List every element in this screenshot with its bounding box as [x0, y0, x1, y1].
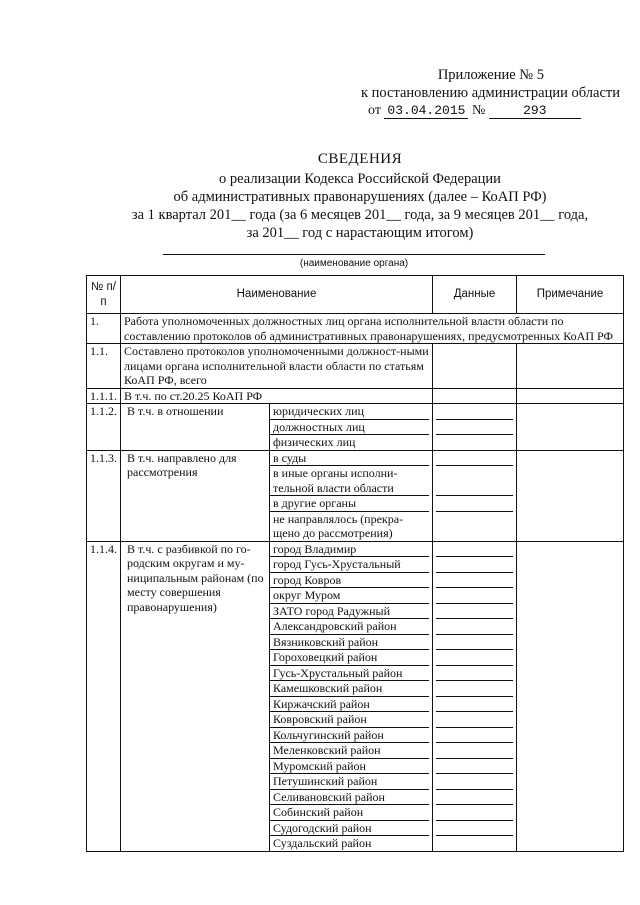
data-cell[interactable]: [433, 404, 517, 451]
table-row: [87, 344, 624, 389]
data-cell[interactable]: [433, 344, 517, 389]
note-cell[interactable]: [517, 541, 624, 851]
row-num: 1.1.2.: [87, 404, 121, 451]
data-sub-cell[interactable]: [436, 512, 513, 541]
sub-item: Камешковский район: [270, 681, 429, 697]
number-label: №: [471, 103, 486, 118]
sub-item: Суздальский район: [273, 836, 372, 850]
data-sub-cell[interactable]: [436, 619, 513, 635]
data-sub-cell[interactable]: [436, 743, 513, 759]
sub-item: Александровский район: [270, 619, 429, 635]
row-name-split: [121, 404, 433, 451]
sub-item: юридических лиц: [270, 404, 429, 420]
data-sub-cell[interactable]: [436, 451, 513, 467]
title-line-5: за 201__ год с нарастающим итогом): [246, 225, 474, 241]
sub-item: Меленковский район: [270, 743, 429, 759]
sub-item: Киржачский район: [270, 697, 429, 713]
row-name: В т.ч. по ст.20.25 КоАП РФ: [121, 388, 433, 404]
row-num: 1.: [87, 314, 121, 344]
data-sub-cell[interactable]: [436, 604, 513, 620]
data-sub-cell[interactable]: [436, 420, 513, 436]
sub-item: Вязниковский район: [270, 635, 429, 651]
sub-item: в иные органы исполни-тельной власти области: [270, 466, 429, 496]
appendix-label: Приложение № 5: [437, 67, 544, 83]
row-num: 1.1.4.: [87, 541, 121, 851]
sub-item: город Владимир: [270, 542, 429, 558]
data-cell[interactable]: [433, 388, 517, 404]
ot-label: от: [368, 103, 381, 118]
sub-item: в другие органы: [270, 496, 429, 512]
resolution-number: 293: [489, 104, 581, 119]
data-sub-cell[interactable]: [436, 681, 513, 697]
sub-item: в суды: [270, 451, 429, 467]
title-line-2: о реализации Кодекса Российской Федерации: [219, 171, 501, 187]
row-num: 1.1.3.: [87, 450, 121, 541]
row-name: Работа уполномоченных должностных лиц органа исполнительной власти области по составлению протоколов об административных правонарушениях, предусмотренных КоАП РФ: [121, 314, 624, 344]
row-name-split: [121, 450, 433, 541]
data-sub-cell[interactable]: [436, 573, 513, 589]
title-line-3: об административных правонарушениях (далее – КоАП РФ): [173, 189, 547, 205]
org-name-caption: (наименование органа): [299, 258, 409, 269]
table-header-row: [87, 276, 624, 314]
org-name-line: [163, 254, 545, 255]
data-sub-cell[interactable]: [436, 821, 513, 837]
row-name: В т.ч. с разбивкой по го-родским округам и му-ниципальным районам (по месту совершения правонарушения): [124, 542, 270, 851]
sub-item: Собинский район: [270, 805, 429, 821]
note-cell[interactable]: [517, 450, 624, 541]
title-line-4: за 1 квартал 201__ года (за 6 месяцев 201__ года, за 9 месяцев 201__ года,: [131, 207, 589, 223]
data-sub-cell[interactable]: [436, 588, 513, 604]
data-sub-cell[interactable]: [436, 728, 513, 744]
sub-item: Петушинский район: [270, 774, 429, 790]
sub-item: физических лиц: [273, 435, 356, 449]
data-sub-cell[interactable]: [436, 557, 513, 573]
data-sub-cell[interactable]: [436, 790, 513, 806]
resolution-reference: к постановлению администрации области: [360, 85, 620, 101]
note-cell[interactable]: [517, 404, 624, 451]
sub-item: Селивановский район: [270, 790, 429, 806]
data-sub-cell[interactable]: [436, 496, 513, 512]
sub-item: Кольчугинский район: [270, 728, 429, 744]
data-sub-cell[interactable]: [436, 805, 513, 821]
data-sub-cell[interactable]: [436, 774, 513, 790]
row-num: 1.1.: [87, 344, 121, 389]
data-sub-cell[interactable]: [436, 635, 513, 651]
sub-item: не направлялось (прекра-щено до рассмотрения): [273, 511, 404, 540]
sub-item: Гусь-Хрустальный район: [270, 666, 429, 682]
sub-item: ЗАТО город Радужный: [270, 604, 429, 620]
sub-item: город Ковров: [270, 573, 429, 589]
sub-item: должностных лиц: [270, 420, 429, 436]
row-name-split: [121, 541, 433, 851]
sub-item: город Гусь-Хрустальный: [270, 557, 429, 573]
header-note: Примечание: [517, 276, 624, 314]
table-row: [87, 450, 624, 541]
note-cell[interactable]: [517, 388, 624, 404]
header-data: Данные: [433, 276, 517, 314]
report-table: [86, 275, 624, 852]
sub-item: Гороховецкий район: [270, 650, 429, 666]
sub-item: Муромский район: [270, 759, 429, 775]
data-sub-cell[interactable]: [436, 404, 513, 420]
resolution-date: 03.04.2015: [384, 104, 468, 119]
row-num: 1.1.1.: [87, 388, 121, 404]
data-sub-cell[interactable]: [436, 542, 513, 558]
document-title: [80, 150, 640, 242]
sub-item: Ковровский район: [270, 712, 429, 728]
title-heading: СВЕДЕНИЯ: [317, 151, 403, 167]
data-cell[interactable]: [433, 541, 517, 851]
row-name: Составлено протоколов уполномоченными должност-ными лицами органа исполнительной власти области по статьям КоАП РФ, всего: [121, 344, 433, 389]
note-cell[interactable]: [517, 344, 624, 389]
row-name: В т.ч. направлено для рассмотрения: [124, 451, 270, 541]
table-row: [87, 404, 624, 451]
table-row: [87, 314, 624, 344]
data-sub-cell[interactable]: [436, 836, 513, 851]
data-sub-cell[interactable]: [436, 697, 513, 713]
sub-item: Судогодский район: [270, 821, 429, 837]
data-sub-cell[interactable]: [436, 435, 513, 450]
data-sub-cell[interactable]: [436, 666, 513, 682]
data-sub-cell[interactable]: [436, 650, 513, 666]
sub-item: округ Муром: [270, 588, 429, 604]
table-row: [87, 388, 624, 404]
date-number-line: [368, 102, 581, 120]
table-row: [87, 541, 624, 851]
data-sub-cell[interactable]: [436, 466, 513, 496]
header-num: № п/п: [87, 276, 121, 314]
data-sub-cell[interactable]: [436, 759, 513, 775]
header-name: Наименование: [121, 276, 433, 314]
data-cell[interactable]: [433, 450, 517, 541]
row-name: В т.ч. в отношении: [124, 404, 270, 450]
data-sub-cell[interactable]: [436, 712, 513, 728]
